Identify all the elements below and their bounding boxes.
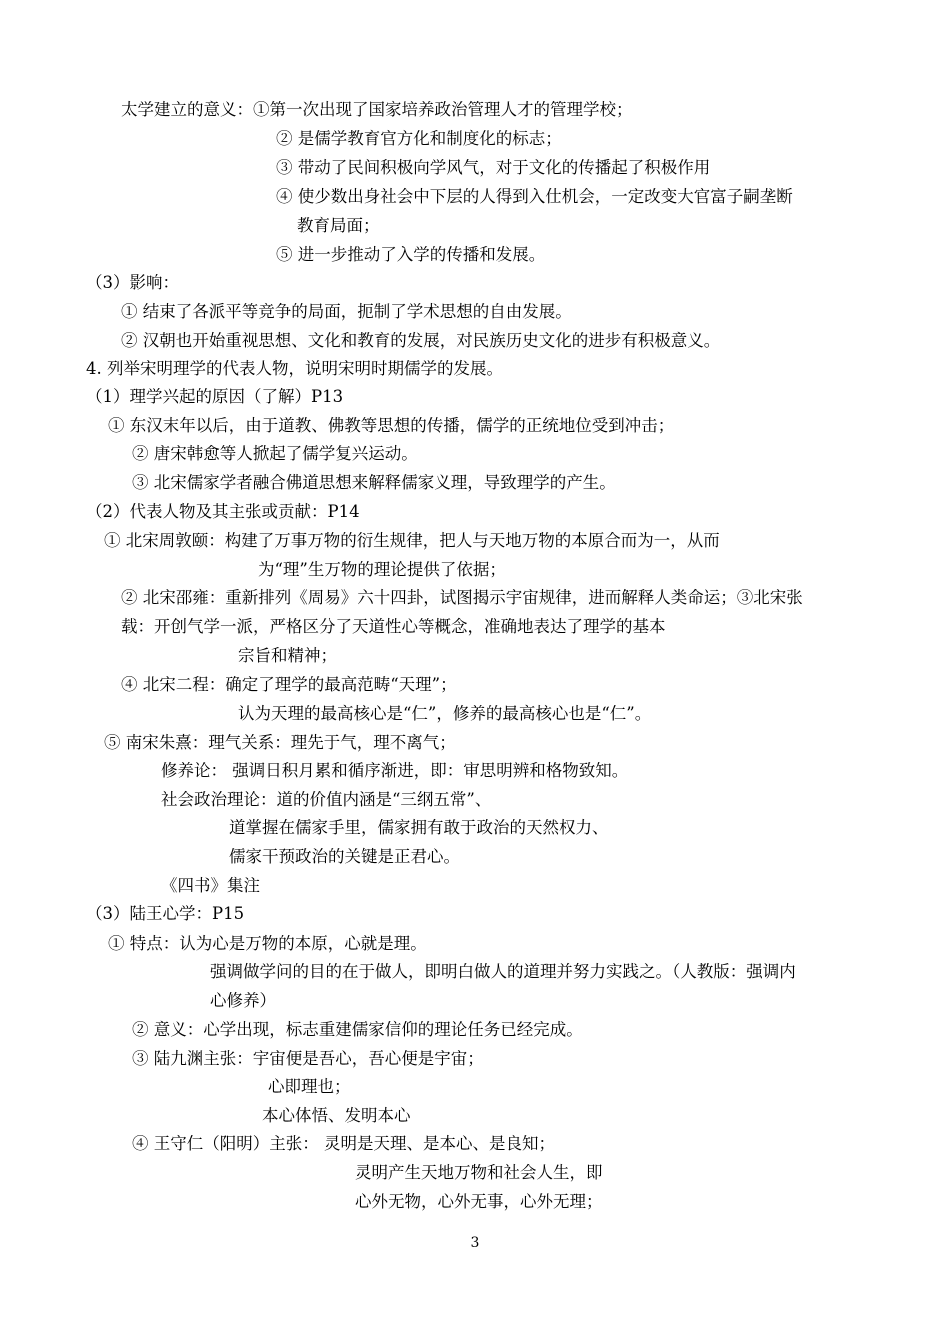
text-line-19: 载：开创气学一派，严格区分了天道性心等概念，准确地表达了理学的基本: [121, 617, 666, 636]
text-line-21: ④ 北宋二程：确定了理学的最高范畴“天理”；: [121, 675, 457, 694]
text-line-6: ⑤ 进一步推动了入学的传播和发展。: [276, 245, 546, 264]
text-line-15: （2）代表人物及其主张或贡献：P14: [86, 502, 360, 521]
text-line-28: 《四书》集注: [161, 876, 260, 895]
text-line-1: 太学建立的意义：①第一次出现了国家培养政治管理人才的管理学校；: [121, 100, 633, 119]
text-line-20: 宗旨和精神；: [238, 646, 337, 665]
text-line-17: 为“理”生万物的理论提供了依据；: [258, 560, 506, 579]
text-line-11: （1）理学兴起的原因（了解）P13: [86, 387, 344, 406]
text-line-36: 本心体悟、发明本心: [262, 1106, 411, 1125]
text-line-37: ④ 王守仁（阳明）主张： 灵明是天理、是本心、是良知；: [132, 1134, 555, 1153]
text-line-16: ① 北宋周敦颐：构建了万事万物的衍生规律，把人与天地万物的本原合而为一，从而: [104, 531, 720, 550]
text-line-5: 教育局面；: [297, 216, 380, 235]
text-line-4: ④ 使少数出身社会中下层的人得到入仕机会，一定改变大官富子嗣垄断: [276, 187, 793, 206]
text-line-8: ① 结束了各派平等竞争的局面，扼制了学术思想的自由发展。: [121, 302, 572, 321]
text-line-26: 道掌握在儒家手里，儒家拥有敢于政治的天然权力、: [229, 818, 609, 837]
text-line-39: 心外无物，心外无事，心外无理；: [355, 1192, 603, 1211]
text-line-12: ① 东汉末年以后，由于道教、佛教等思想的传播，儒学的正统地位受到冲击；: [108, 416, 675, 435]
text-line-35: 心即理也；: [268, 1077, 351, 1096]
text-line-9: ② 汉朝也开始重视思想、文化和教育的发展，对民族历史文化的进步有积极意义。: [121, 331, 721, 350]
page-number: 3: [470, 1235, 480, 1251]
text-line-24: 修养论： 强调日积月累和循序渐进，即：审思明辨和格物致知。: [161, 761, 629, 780]
text-line-33: ② 意义：心学出现，标志重建儒家信仰的理论任务已经完成。: [132, 1020, 583, 1039]
text-line-14: ③ 北宋儒家学者融合佛道思想来解释儒家义理，导致理学的产生。: [132, 473, 616, 492]
text-line-18: ② 北宋邵雍：重新排列《周易》六十四卦，试图揭示宇宙规律，进而解释人类命运；③北宋张: [121, 588, 803, 607]
text-line-27: 儒家干预政治的关键是正君心。: [229, 847, 460, 866]
text-line-32: 心修养）: [210, 991, 276, 1010]
text-line-31: 强调做学问的目的在于做人，即明白做人的道理并努力实践之。（人教版：强调内: [210, 962, 796, 981]
text-line-29: （3）陆王心学：P15: [86, 904, 245, 923]
text-line-23: ⑤ 南宋朱熹：理气关系：理先于气，理不离气；: [104, 733, 456, 752]
text-line-7: （3）影响：: [86, 273, 179, 292]
text-line-10: 4. 列举宋明理学的代表人物，说明宋明时期儒学的发展。: [86, 359, 503, 378]
text-line-30: ① 特点：认为心是万物的本原，心就是理。: [108, 934, 427, 953]
text-line-13: ② 唐宋韩愈等人掀起了儒学复兴运动。: [132, 444, 418, 463]
text-line-38: 灵明产生天地万物和社会人生，即: [355, 1163, 603, 1182]
text-line-22: 认为天理的最高核心是“仁”，修养的最高核心也是“仁”。: [238, 704, 652, 723]
text-line-34: ③ 陆九渊主张：宇宙便是吾心，吾心便是宇宙；: [132, 1049, 484, 1068]
text-line-2: ② 是儒学教育官方化和制度化的标志；: [276, 129, 562, 148]
text-line-3: ③ 带动了民间积极向学风气，对于文化的传播起了积极作用: [276, 158, 711, 177]
text-line-25: 社会政治理论：道的价值内涵是“三纲五常”、: [161, 790, 492, 809]
